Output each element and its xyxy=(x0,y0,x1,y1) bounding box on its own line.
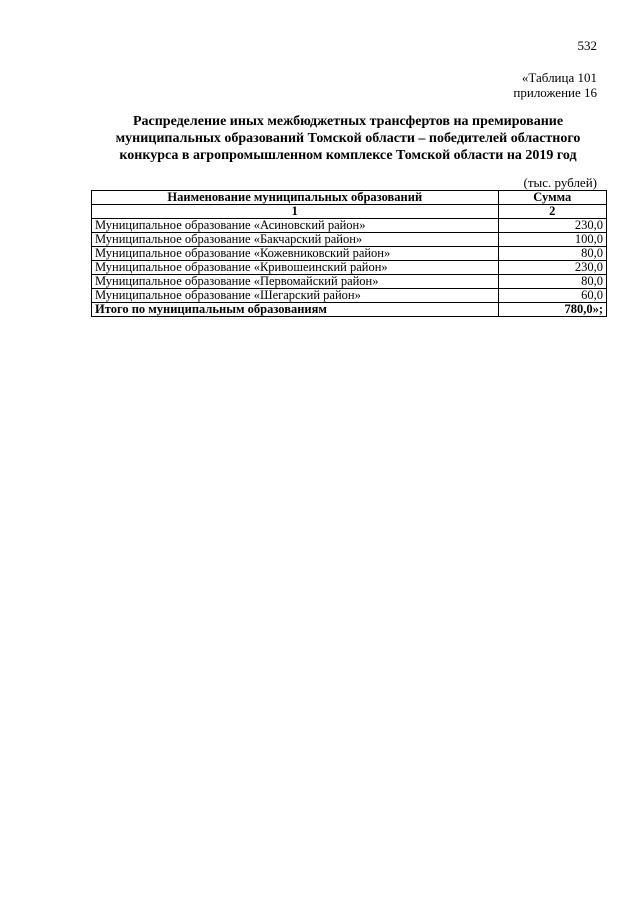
table-header-row xyxy=(92,191,607,205)
appendix-number: приложение 16 xyxy=(513,85,597,100)
row-name: Муниципальное образование «Кожевниковский район» xyxy=(92,247,499,261)
total-label: Итого по муниципальным образованиям xyxy=(92,303,499,317)
table-row xyxy=(92,275,607,289)
table-row xyxy=(92,219,607,233)
column-number-2: 2 xyxy=(498,205,606,219)
row-amount: 80,0 xyxy=(498,247,606,261)
row-amount: 80,0 xyxy=(498,275,606,289)
header-name: Наименование муниципальных образований xyxy=(92,191,499,205)
title-line-2: муниципальных образований Томской области – победителей областного xyxy=(115,131,581,146)
row-name: Муниципальное образование «Шегарский район» xyxy=(92,289,499,303)
transfers-table xyxy=(91,190,607,317)
table-row xyxy=(92,289,607,303)
table-row xyxy=(92,233,607,247)
row-name: Муниципальное образование «Первомайский район» xyxy=(92,275,499,289)
title-line-3: конкурса в агропромышленном комплексе Томской области на 2019 год xyxy=(119,148,577,163)
row-amount: 230,0 xyxy=(498,219,606,233)
document-title xyxy=(60,113,636,164)
table-row xyxy=(92,261,607,275)
column-number-row xyxy=(92,205,607,219)
row-amount: 100,0 xyxy=(498,233,606,247)
row-name: Муниципальное образование «Бакчарский район» xyxy=(92,233,499,247)
table-row xyxy=(92,247,607,261)
total-row xyxy=(92,303,607,317)
row-name: Муниципальное образование «Кривошеинский район» xyxy=(92,261,499,275)
units-label: (тыс. рублей) xyxy=(523,175,597,190)
total-amount: 780,0»; xyxy=(498,303,606,317)
header-amount: Сумма xyxy=(498,191,606,205)
table-number: «Таблица 101 xyxy=(521,70,597,85)
row-amount: 230,0 xyxy=(498,261,606,275)
row-name: Муниципальное образование «Асиновский район» xyxy=(92,219,499,233)
row-amount: 60,0 xyxy=(498,289,606,303)
title-line-1: Распределение иных межбюджетных трансфертов на премирование xyxy=(132,114,564,129)
page-number: 532 xyxy=(577,38,597,53)
column-number-1: 1 xyxy=(92,205,499,219)
table-reference xyxy=(513,70,597,100)
